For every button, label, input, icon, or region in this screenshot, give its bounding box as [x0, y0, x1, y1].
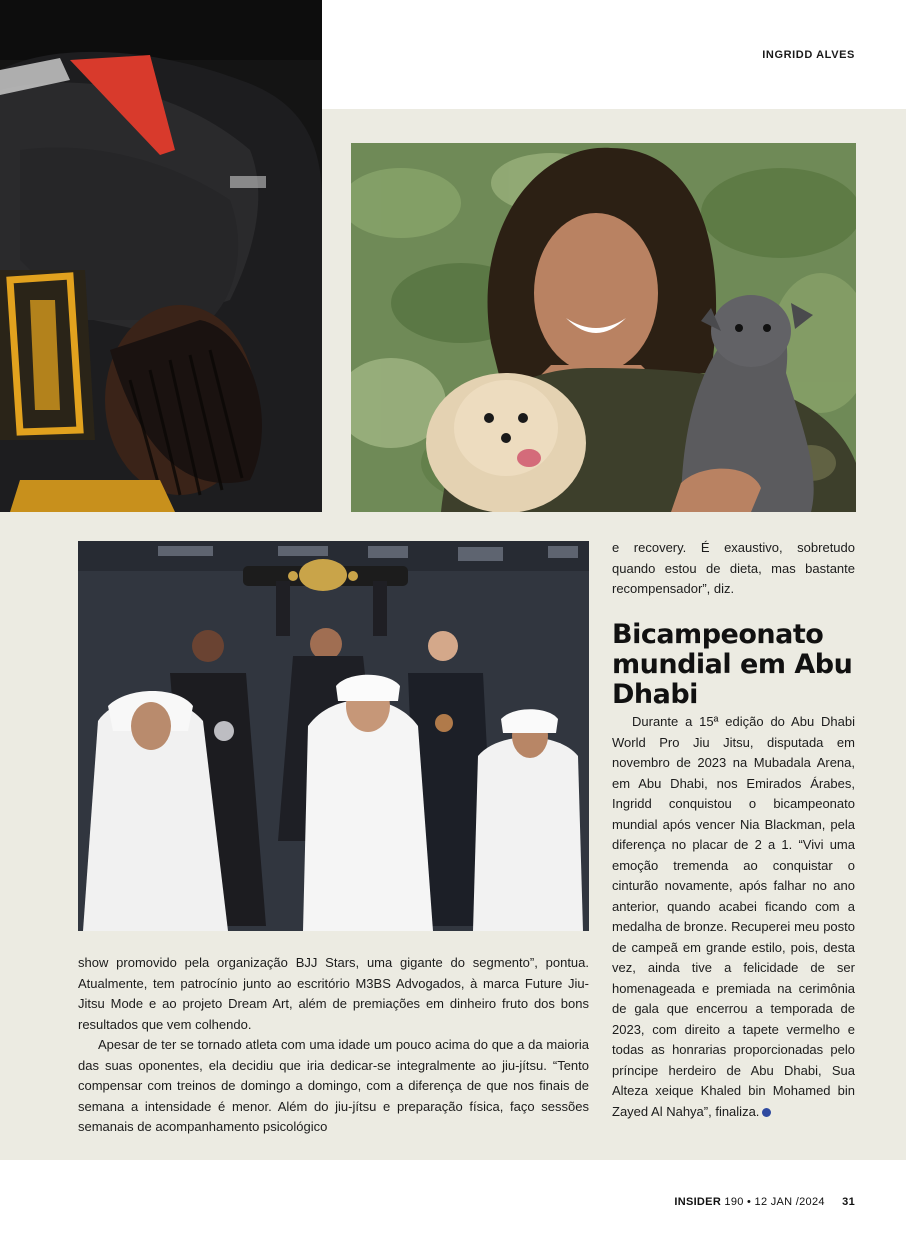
section-headline: Bicampeonato mundial em Abu Dhabi	[612, 619, 853, 710]
article-paragraph: show promovido pela organização BJJ Stars, uma gigante do segmento”, pontua. Atualmente, tem patrocínio junto ao escritório M3BS Advogados, à marca Future Jiu-Jitsu Mode e ao projeto Dream Art, além de premiações em dinheiro fruto dos bons resultados que vem colhendo.	[78, 955, 589, 1032]
magazine-name: INSIDER	[674, 1196, 722, 1208]
article-paragraph-text: Durante a 15ª edição do Abu Dhabi World Pro Jiu Jitsu, disputada em novembro de 2023 na Mubadala Arena, em Abu Dhabi, nos Emirados Árabes, Ingridd conquistou o bicampeonato mundial após vencer Nia Blackman, pela diferença no placar de 2 a 1. “Vivi uma emoção tremenda ao conquistar o cinturão novamente, após falhar no ano anterior, quando acabei ficando com a medalha de bronze. Recuperei meu posto de campeã em grande estilo, pois, desta vez, ainda tive a felicidade de ser homenageada e premiada na cerimônia de gala que encerrou a temporada de 2023, com direito a tapete vermelho e todas as honrarias proporcionadas pelo príncipe herdeiro de Abu Dhabi, Sua Alteza xeique Khaled bin Mohamed bin Zayed Al Nahya”, finaliza.	[612, 714, 855, 1119]
article-column-left	[78, 953, 589, 1138]
author-name: INGRIDD ALVES	[762, 49, 855, 61]
abu-dhabi-podium-photo	[78, 541, 589, 931]
article-paragraph: Apesar de ter se tornado atleta com uma idade um pouco acima do que a da maioria das suas oponentes, ela decidiu que iria dedicar-se integralmente ao jiu-jítsu. “Tento compensar com treinos de domingo a domingo, com a diferença de que nos finais de semana a intensidade é menor. Além do jiu-jítsu e preparação física, faço sessões semanais de acompanhamento psicológico	[78, 1037, 589, 1134]
article-column-right	[612, 712, 855, 1122]
article-paragraph	[612, 712, 855, 1122]
issue-info: 190 • 12 JAN /2024	[724, 1196, 825, 1208]
end-of-article-icon	[762, 1108, 771, 1117]
article-paragraph: e recovery. É exaustivo, sobretudo quando estou de dieta, mas bastante recompensador”, diz.	[612, 540, 855, 596]
page-number: 31	[842, 1196, 855, 1208]
ingridd-with-dogs-photo	[351, 143, 856, 512]
article-column-right-top	[612, 538, 855, 600]
page-footer	[674, 1196, 855, 1208]
athlete-kneeling-photo	[0, 0, 322, 512]
